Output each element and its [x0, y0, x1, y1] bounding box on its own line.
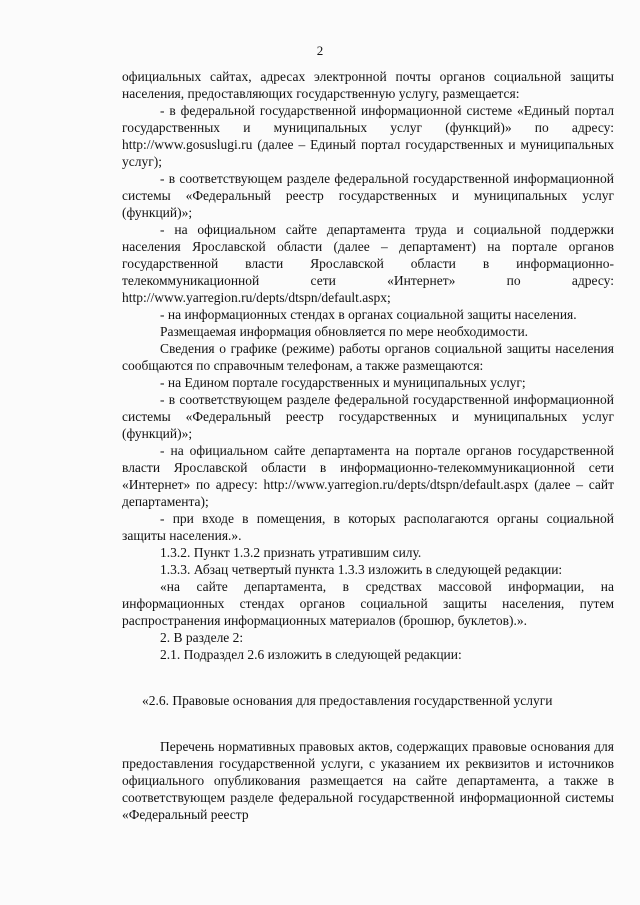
paragraph: - в соответствующем разделе федеральной государственной информационной системы «Федеральный реестр государственных и муниципальных услуг (функций)»;	[122, 392, 614, 441]
section-heading: «2.6. Правовые основания для предоставления государственной услуги	[142, 693, 553, 708]
closing-paragraph: Перечень нормативных правовых актов, содержащих правовые основания для предоставления государственной услуги, с указанием их реквизитов и источников официального опубликования размещается на сайте департамента, а также в соответствующем разделе федеральной государственной информационной системы «Федеральный реестр	[122, 739, 614, 822]
paragraph: «на сайте департамента, в средствах массовой информации, на информационных стендах органов социальной защиты населения, путем распространения информационных материалов (брошюр, буклетов).».	[122, 579, 614, 628]
paragraph: 2.1. Подраздел 2.6 изложить в следующей редакции:	[160, 647, 462, 662]
paragraph: - на официальном сайте департамента на портале органов государственной власти Ярославской области в информационно-телекоммуникационной сети «Интернет» по адресу: http://www.yarregion.ru/depts/dtspn/default.aspx (далее – сайт департамента);	[122, 443, 614, 509]
paragraph: - на официальном сайте департамента труда и социальной поддержки населения Ярославской области (далее – департамент) на портале органов государственной власти Ярославской области в информационно-телекоммуникационной сети «Интернет» по адресу: http://www.yarregion.ru/depts/dtspn/default.aspx;	[122, 222, 614, 305]
paragraph: - в федеральной государственной информационной системе «Единый портал государственных и муниципальных услуг (функций)» по адресу: http://www.gosuslugi.ru (далее – Единый портал государственных и муниципальных услуг);	[122, 103, 614, 169]
paragraph: 1.3.3. Абзац четвертый пункта 1.3.3 изложить в следующей редакции:	[160, 562, 563, 577]
paragraph: - на информационных стендах в органах социальной защиты населения.	[160, 307, 577, 322]
document-body	[122, 68, 614, 663]
paragraph: - на Едином портале государственных и муниципальных услуг;	[160, 375, 526, 390]
paragraph: 1.3.2. Пункт 1.3.2 признать утратившим силу.	[160, 545, 422, 560]
paragraph: - при входе в помещения, в которых располагаются органы социальной защиты населения.».	[122, 511, 614, 543]
paragraph: официальных сайтах, адресах электронной почты органов социальной защиты населения, предоставляющих государственную услугу, размещается:	[122, 69, 614, 101]
paragraph: Размещаемая информация обновляется по мере необходимости.	[160, 324, 529, 339]
paragraph: Сведения о графике (режиме) работы органов социальной защиты населения сообщаются по справочным телефонам, а также размещаются:	[122, 341, 614, 373]
paragraph: 2. В разделе 2:	[160, 630, 244, 645]
paragraph: - в соответствующем разделе федеральной государственной информационной системы «Федеральный реестр государственных и муниципальных услуг (функций)»;	[122, 171, 614, 220]
page-number: 2	[316, 43, 324, 58]
